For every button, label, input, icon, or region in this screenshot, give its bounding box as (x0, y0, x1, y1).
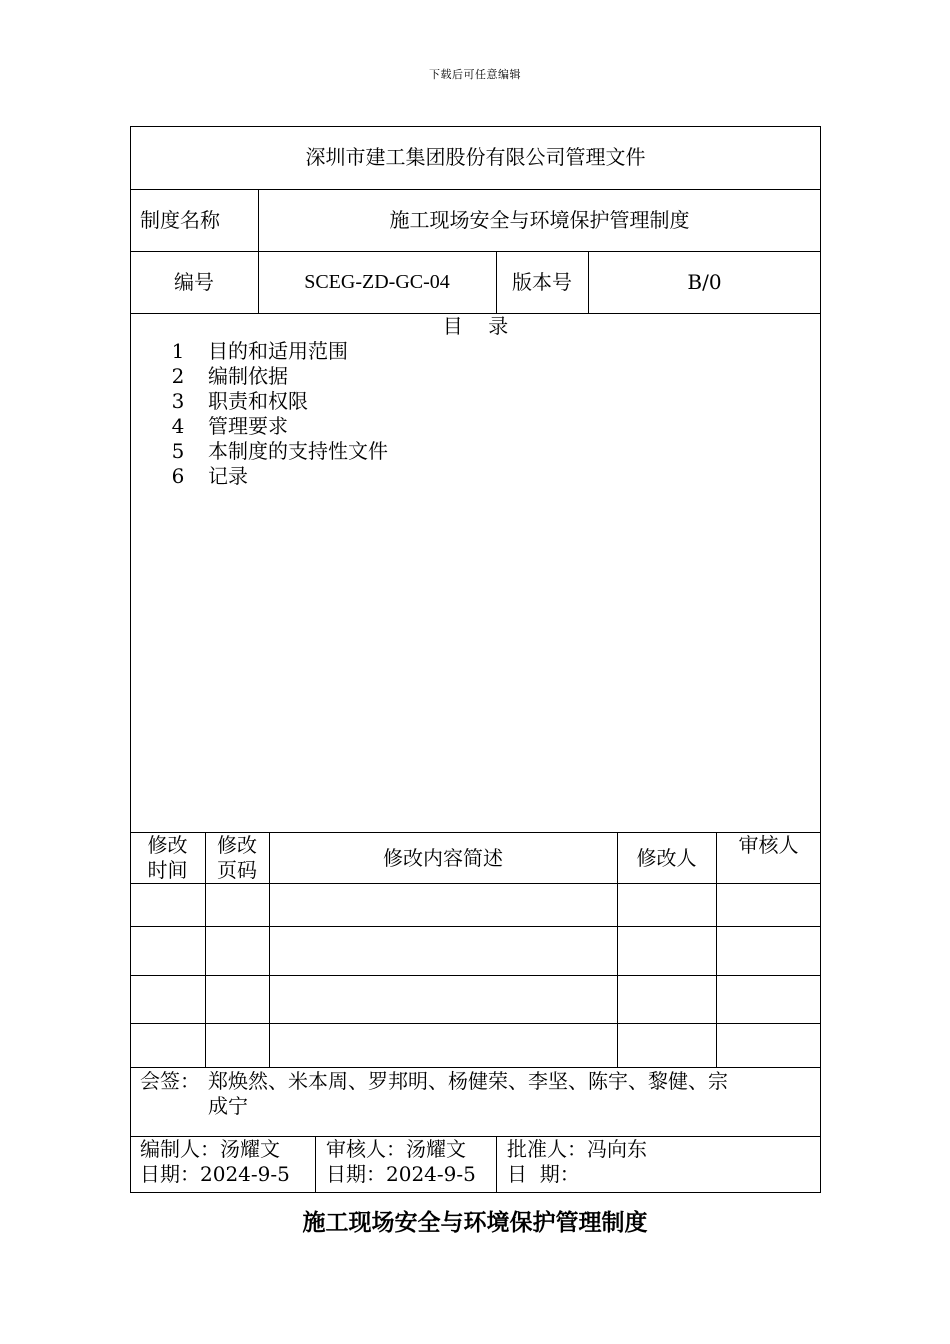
divider (130, 189, 821, 190)
header-note: 下载后可任意编辑 (429, 68, 521, 81)
divider (130, 926, 821, 927)
divider (130, 975, 821, 976)
toc-item-number: 3 (171, 389, 185, 413)
col-header-modifier: 修改人 (636, 846, 697, 870)
toc-item-number: 6 (171, 464, 185, 488)
document-number: SCEG-ZD-GC-04 (304, 271, 450, 293)
divider (496, 1136, 497, 1193)
toc-item-number: 4 (171, 414, 185, 438)
col-header-content: 修改内容简述 (383, 846, 503, 870)
number-label: 编号 (174, 270, 214, 294)
version-label: 版本号 (512, 270, 572, 294)
col-header-time-line2: 时间 (147, 858, 188, 882)
toc-item-label: 编制依据 (208, 364, 288, 388)
divider (130, 883, 821, 884)
col-header-time-line1: 修改 (147, 833, 188, 857)
document-title: 施工现场安全与环境保护管理制度 (302, 1210, 648, 1236)
countersign-names-cont: 成宁 (208, 1094, 248, 1118)
toc-item-label: 记录 (208, 464, 248, 488)
system-name-label: 制度名称 (140, 208, 220, 232)
preparer-date: 日期：2024-9-5 (140, 1162, 290, 1186)
toc-item-label: 目的和适用范围 (208, 339, 348, 363)
toc-item-number: 2 (171, 364, 185, 388)
approver: 批准人：冯向东 (507, 1137, 647, 1161)
preparer: 编制人：汤耀文 (140, 1137, 280, 1161)
reviewer-date: 日期：2024-9-5 (326, 1162, 476, 1186)
countersign-label: 会签： (140, 1069, 200, 1093)
col-header-page-line1: 修改 (217, 833, 257, 857)
toc-title: 目 录 (442, 314, 509, 338)
version-value: B/0 (687, 270, 722, 294)
toc-item-label: 本制度的支持性文件 (208, 439, 388, 463)
countersign-names: 郑焕然、米本周、罗邦明、杨健荣、李坚、陈宇、黎健、宗 (208, 1069, 728, 1093)
toc-item-label: 管理要求 (208, 414, 288, 438)
divider (130, 1067, 821, 1068)
toc-item-number: 1 (171, 339, 185, 363)
approver-date: 日 期： (507, 1162, 580, 1186)
company-doc-title: 深圳市建工集团股份有限公司管理文件 (305, 145, 646, 169)
col-header-reviewer: 审核人 (738, 833, 799, 857)
divider (315, 1136, 316, 1193)
toc-item-number: 5 (171, 439, 185, 463)
system-name: 施工现场安全与环境保护管理制度 (389, 208, 690, 232)
reviewer: 审核人：汤耀文 (326, 1137, 466, 1161)
divider (130, 251, 821, 252)
toc-item-label: 职责和权限 (208, 389, 308, 413)
divider (716, 832, 717, 1067)
divider (130, 1023, 821, 1024)
col-header-page-line2: 页码 (217, 858, 257, 882)
